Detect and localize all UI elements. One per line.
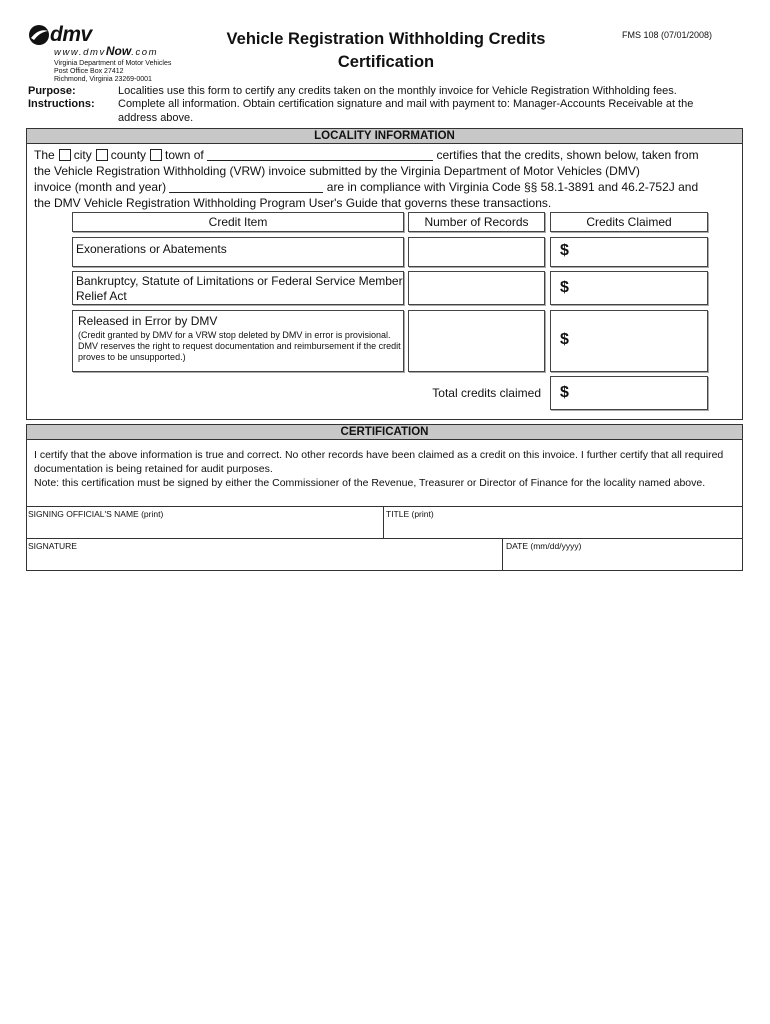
locality-name-field[interactable]: [207, 149, 433, 161]
instructions-row: [28, 97, 743, 125]
form-number: FMS 108 (07/01/2008): [622, 30, 713, 40]
agency-name: Virginia Department of Motor Vehicles: [54, 60, 172, 67]
dollar-sign: $: [560, 331, 569, 348]
certification-statement: I certify that the above information is true and correct. No other records have been claimed as a credit on this invoice. I further certify that all required documentation is being retained for audit purposes.: [34, 449, 724, 475]
locality-line-3: invoice (month and year) are in compliance with Virginia Code §§ 58.1-3891 and 46.2-752J and: [34, 180, 699, 194]
certification-heading: CERTIFICATION: [27, 425, 742, 440]
credit-item-row-2: [72, 271, 404, 305]
official-name-field[interactable]: [27, 520, 382, 537]
instructions-label: Instructions:: [28, 98, 95, 110]
logo-wordmark: dmv: [50, 23, 92, 46]
form-title: Vehicle Registration Withholding Credits Certification: [226, 30, 546, 71]
credits-claimed-header: Credits Claimed: [550, 212, 708, 232]
signature-label: SIGNATURE: [28, 541, 77, 551]
date-label: DATE (mm/dd/yyyy): [506, 541, 582, 551]
certification-section: [26, 424, 743, 571]
purpose-row: [28, 84, 743, 98]
town-checkbox[interactable]: [150, 149, 162, 161]
address-line-2: Richmond, Virginia 23269-0001: [54, 76, 152, 83]
title-label: TITLE (print): [386, 509, 434, 519]
divider: [383, 506, 384, 538]
records-input-row-3[interactable]: [408, 310, 545, 372]
purpose-text: Localities use this form to certify any credits taken on the monthly invoice for Vehicle Registration Withholding fees.: [118, 85, 677, 97]
credit-item-header: Credit Item: [72, 212, 404, 232]
address-line-1: Post Office Box 27412: [54, 68, 124, 75]
number-of-records-header: Number of Records: [408, 212, 545, 232]
agency-address: [54, 60, 198, 84]
credit-item-label: Exonerations or Abatements: [76, 242, 227, 256]
credit-item-label: Bankruptcy, Statute of Limitations or Federal Service Member Relief Act: [76, 274, 403, 303]
credits-input-row-1[interactable]: [550, 237, 708, 267]
records-input-row-2[interactable]: [408, 271, 545, 305]
credit-item-note: (Credit granted by DMV for a VRW stop deleted by DMV in error is provisional. DMV reserves the right to request documentation and reimbursement if the credit proves to be unsupported.): [78, 330, 401, 362]
dollar-sign: $: [560, 242, 569, 259]
locality-line-1: The city county town of certifies that the credits, shown below, taken from: [34, 148, 699, 162]
divider: [502, 538, 503, 571]
locality-line-4: the DMV Vehicle Registration Withholding Program User's Guide that governs these transactions.: [34, 196, 552, 210]
locality-heading: LOCALITY INFORMATION: [27, 129, 742, 144]
certification-note: Note: this certification must be signed by either the Commissioner of the Revenue, Treasurer or Director of Finance for the locality named above.: [34, 477, 706, 489]
dmv-logo: [28, 24, 198, 84]
logo-url: www.dmvNow.com: [54, 44, 159, 58]
county-checkbox[interactable]: [96, 149, 108, 161]
credit-item-row-3: [72, 310, 404, 372]
date-field[interactable]: [504, 552, 742, 570]
title-field[interactable]: [385, 520, 742, 537]
locality-line-2: the Vehicle Registration Withholding (VRW) invoice submitted by the Virginia Department of Motor Vehicles (DMV): [34, 164, 640, 178]
total-credits-label: Total credits claimed: [432, 386, 541, 400]
credits-input-row-2[interactable]: [550, 271, 708, 305]
credit-item-row-1: [72, 237, 404, 267]
dollar-sign: $: [560, 384, 569, 401]
city-checkbox[interactable]: [59, 149, 71, 161]
dmv-swoosh-icon: [28, 24, 50, 46]
invoice-month-year-field[interactable]: [169, 181, 323, 193]
instructions-text: Complete all information. Obtain certification signature and mail with payment to: Manager-Accounts Receivable at the address above.: [118, 98, 694, 124]
divider: [26, 506, 743, 507]
total-credits-input[interactable]: [550, 376, 708, 410]
credit-item-label: Released in Error by DMV: [78, 314, 218, 328]
signature-field[interactable]: [27, 552, 501, 570]
divider: [26, 538, 743, 539]
credits-input-row-3[interactable]: [550, 310, 708, 372]
dollar-sign: $: [560, 279, 569, 296]
records-input-row-1[interactable]: [408, 237, 545, 267]
official-name-label: SIGNING OFFICIAL'S NAME (print): [28, 509, 164, 519]
purpose-label: Purpose:: [28, 85, 76, 97]
